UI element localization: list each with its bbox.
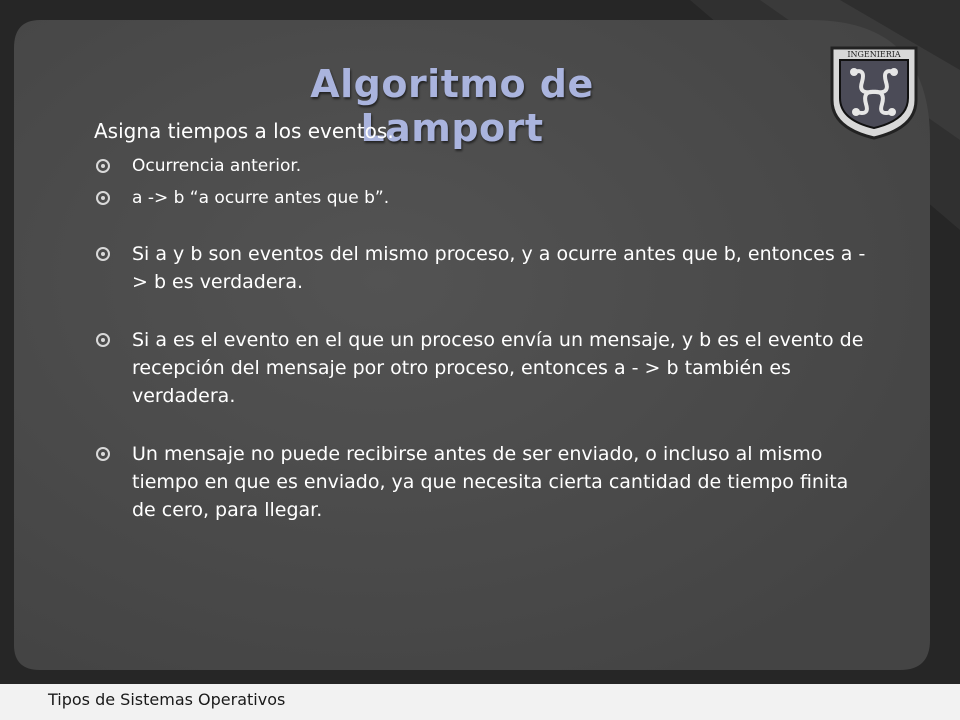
bullet-item: [94, 186, 874, 210]
bullet-text: Un mensaje no puede recibirse antes de ser enviado, o incluso al mismo tiempo en que es enviado, ya que necesita cierta cantidad de tiempo finita de cero, para llegar.: [132, 443, 849, 521]
logo-text: INGENIERIA: [847, 50, 901, 59]
bullet-circle-icon: [96, 333, 110, 347]
slide-content: [94, 118, 874, 554]
slide-title: Algoritmo de Lamport: [310, 62, 594, 150]
bullet-text: Si a y b son eventos del mismo proceso, y a ocurre antes que b, entonces a -> b es verdadera.: [132, 243, 866, 293]
bullet-circle-icon: [96, 247, 110, 261]
bullet-item: [94, 240, 874, 296]
bullet-list: [94, 154, 874, 524]
bullet-text: Ocurrencia anterior.: [132, 156, 302, 176]
bullet-text: a -> b “a ocurre antes que b”.: [132, 188, 390, 208]
bullet-text: Si a es el evento en el que un proceso envía un mensaje, y b es el evento de recepción del mensaje por otro proceso, entonces a - > b también es verdadera.: [132, 329, 864, 407]
bullet-item: [94, 154, 874, 178]
bullet-circle-icon: [96, 191, 110, 205]
bullet-circle-icon: [96, 447, 110, 461]
intro-text: Asigna tiempos a los eventos.: [94, 119, 394, 143]
bullet-circle-icon: [96, 159, 110, 173]
bullet-item: [94, 326, 874, 410]
bullet-item: [94, 440, 874, 524]
footer-text: Tipos de Sistemas Operativos: [48, 690, 286, 709]
